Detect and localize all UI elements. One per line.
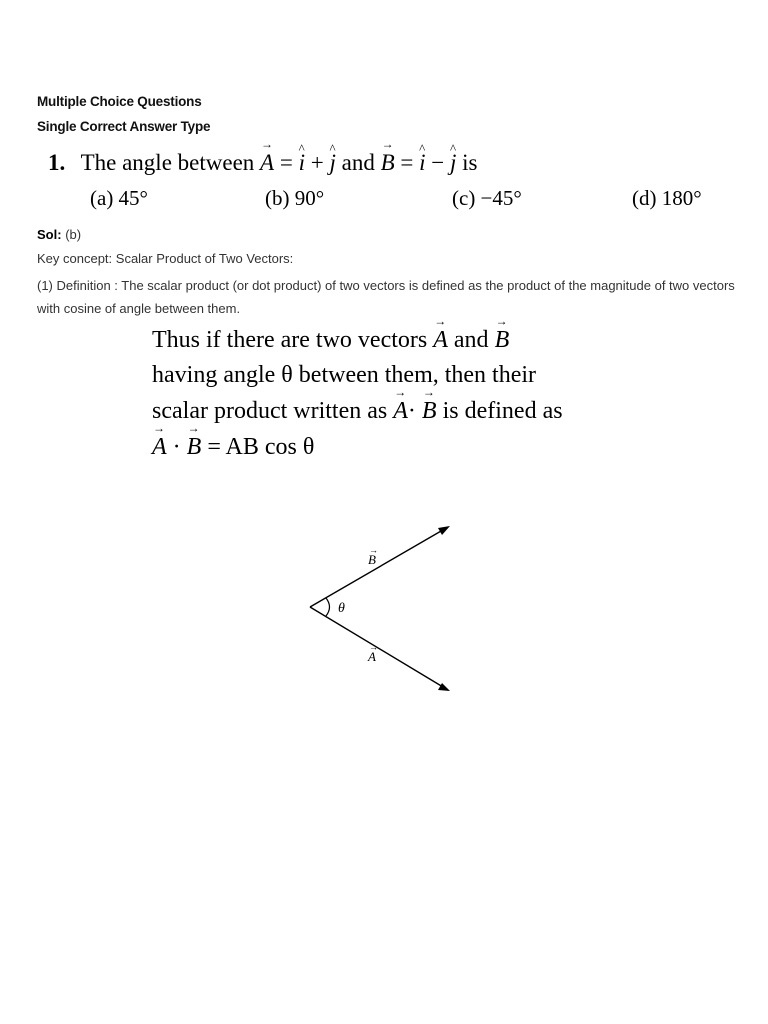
- unit-j-2: ^ j: [450, 150, 456, 176]
- vector-b-label-arrow: →: [369, 545, 378, 555]
- question-text: [48, 150, 477, 176]
- equals-sign-2: =: [400, 150, 414, 175]
- vector-a-arrowhead: [438, 683, 450, 691]
- vector-b: → B: [381, 150, 395, 176]
- definition-text: (1) Definition : The scalar product (or dot product) of two vectors is defined as the product of the magnitude of two vectors with cosine of angle between them.: [37, 278, 735, 316]
- excerpt-line-3-end: is defined as: [442, 398, 563, 424]
- solution-answer: (b): [65, 227, 82, 242]
- excerpt-and: and: [453, 327, 489, 353]
- excerpt-vector-b: → B: [495, 327, 510, 354]
- key-concept: Key concept: Scalar Product of Two Vectors:: [37, 251, 294, 266]
- vector-angle-diagram: [300, 515, 470, 705]
- excerpt-formula: [152, 434, 314, 461]
- angle-arc: [326, 598, 330, 616]
- excerpt-line-3-text: scalar product written as: [152, 398, 388, 424]
- subsection-heading: Single Correct Answer Type: [37, 119, 211, 134]
- option-a[interactable]: (a) 45°: [90, 186, 148, 210]
- is-word: is: [462, 150, 478, 175]
- vector-b-line: [310, 527, 448, 607]
- and-word: and: [341, 150, 375, 175]
- excerpt-line-3: [152, 398, 563, 425]
- option-b[interactable]: (b) 90°: [265, 186, 325, 210]
- vector-a-label: A: [368, 649, 376, 664]
- question-number: 1.: [48, 150, 66, 175]
- excerpt-vector-b-2: → B: [422, 398, 437, 425]
- question-prefix: The angle between: [80, 150, 255, 175]
- formula-dot: ·: [172, 434, 181, 460]
- formula-vector-b: → B: [187, 434, 202, 461]
- option-d[interactable]: (d) 180°: [632, 186, 702, 210]
- angle-label: θ: [338, 601, 345, 616]
- equals-sign: =: [279, 150, 293, 175]
- excerpt-line-2: having angle θ between them, then their: [152, 362, 537, 388]
- unit-i: ^ i: [299, 150, 305, 176]
- vector-a-label-arrow: →: [369, 642, 378, 652]
- formula-vector-a: → A: [152, 434, 167, 461]
- minus-sign: −: [431, 150, 445, 175]
- vector-a-line: [310, 607, 448, 690]
- unit-j: ^ j: [329, 150, 335, 176]
- dot-operator: ·: [407, 398, 416, 424]
- vector-b-arrowhead: [438, 526, 450, 535]
- vector-b-label: B: [368, 552, 376, 567]
- excerpt-line-1-text: Thus if there are two vectors: [152, 327, 428, 353]
- vector-a: → A: [260, 150, 274, 176]
- solution-label: Sol:: [37, 227, 62, 242]
- formula-rhs: = AB cos θ: [207, 434, 315, 460]
- option-c[interactable]: (c) −45°: [452, 186, 522, 210]
- excerpt-vector-a: → A: [433, 327, 448, 354]
- excerpt-vector-a-2: → A: [393, 398, 408, 425]
- excerpt-line-1: [152, 327, 509, 354]
- section-heading: Multiple Choice Questions: [37, 94, 202, 109]
- plus-sign: +: [310, 150, 324, 175]
- unit-i-2: ^ i: [419, 150, 425, 176]
- solution-line: [37, 227, 81, 242]
